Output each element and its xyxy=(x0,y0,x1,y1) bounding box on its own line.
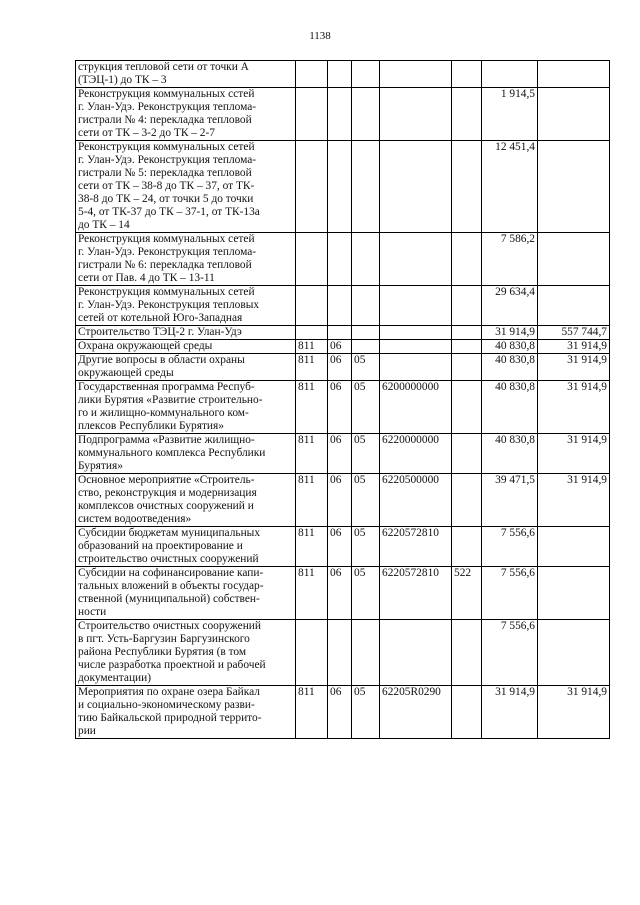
table-row xyxy=(76,141,610,233)
ministry-code-cell: 811 xyxy=(296,340,328,354)
section-cell: 06 xyxy=(328,381,352,434)
row-name-cell: Строительство ТЭЦ-2 г. Улан-Удэ xyxy=(76,326,296,340)
subsection-cell xyxy=(352,88,380,141)
section-cell: 06 xyxy=(328,527,352,567)
table-row xyxy=(76,527,610,567)
amount-year2-cell xyxy=(538,61,610,88)
table-row xyxy=(76,233,610,286)
amount-year2-cell xyxy=(538,286,610,326)
ministry-code-cell xyxy=(296,141,328,233)
section-cell xyxy=(328,286,352,326)
section-cell xyxy=(328,233,352,286)
amount-year2-cell xyxy=(538,88,610,141)
amount-year2-cell xyxy=(538,233,610,286)
section-cell xyxy=(328,326,352,340)
subsection-cell xyxy=(352,141,380,233)
subsection-cell xyxy=(352,233,380,286)
expense-type-cell xyxy=(452,381,482,434)
amount-year1-cell: 40 830,8 xyxy=(482,381,538,434)
subsection-cell: 05 xyxy=(352,434,380,474)
expense-type-cell xyxy=(452,286,482,326)
amount-year1-cell: 29 634,4 xyxy=(482,286,538,326)
ministry-code-cell xyxy=(296,326,328,340)
amount-year2-cell: 31 914,9 xyxy=(538,340,610,354)
section-cell: 06 xyxy=(328,567,352,620)
section-cell: 06 xyxy=(328,686,352,739)
expense-type-cell xyxy=(452,340,482,354)
section-cell: 06 xyxy=(328,340,352,354)
subsection-cell xyxy=(352,286,380,326)
ministry-code-cell xyxy=(296,233,328,286)
row-name-cell: Охрана окружающей среды xyxy=(76,340,296,354)
amount-year2-cell xyxy=(538,527,610,567)
target-article-cell: 62205R0290 xyxy=(380,686,452,739)
amount-year2-cell: 31 914,9 xyxy=(538,686,610,739)
expense-type-cell xyxy=(452,233,482,286)
ministry-code-cell: 811 xyxy=(296,686,328,739)
target-article-cell: 6220500000 xyxy=(380,474,452,527)
row-name-cell: Субсидии на софинансирование капи- тальных вложений в объекты государ- ственной (муниципальной) собствен- ности xyxy=(76,567,296,620)
target-article-cell xyxy=(380,286,452,326)
section-cell xyxy=(328,88,352,141)
section-cell: 06 xyxy=(328,354,352,381)
table-row xyxy=(76,326,610,340)
subsection-cell: 05 xyxy=(352,474,380,527)
row-name-cell: Мероприятия по охране озера Байкал и социально-экономическому разви- тию Байкальской природной террито- рии xyxy=(76,686,296,739)
subsection-cell: 05 xyxy=(352,527,380,567)
amount-year2-cell: 31 914,9 xyxy=(538,381,610,434)
ministry-code-cell: 811 xyxy=(296,354,328,381)
row-name-cell: Реконструкция коммунальных сетей г. Улан-Удэ. Реконструкция тепловых сетей от котельной Юго-Западная xyxy=(76,286,296,326)
amount-year1-cell: 12 451,4 xyxy=(482,141,538,233)
amount-year1-cell: 40 830,8 xyxy=(482,354,538,381)
table-row xyxy=(76,340,610,354)
expense-type-cell xyxy=(452,141,482,233)
expense-type-cell xyxy=(452,434,482,474)
expense-type-cell xyxy=(452,326,482,340)
amount-year1-cell: 31 914,9 xyxy=(482,686,538,739)
section-cell xyxy=(328,61,352,88)
target-article-cell xyxy=(380,233,452,286)
ministry-code-cell: 811 xyxy=(296,434,328,474)
row-name-cell: Реконструкция коммунальных сстей г. Улан-Удэ. Реконструкция теплома- гистрали № 4: перекладка тепловой сети от ТК – 3-2 до ТК – 2-7 xyxy=(76,88,296,141)
amount-year1-cell: 7 586,2 xyxy=(482,233,538,286)
target-article-cell xyxy=(380,61,452,88)
expense-type-cell xyxy=(452,354,482,381)
subsection-cell xyxy=(352,620,380,686)
expense-type-cell xyxy=(452,686,482,739)
amount-year2-cell xyxy=(538,141,610,233)
amount-year2-cell: 557 744,7 xyxy=(538,326,610,340)
ministry-code-cell xyxy=(296,61,328,88)
row-name-cell: струкция тепловой сети от точки А (ТЭЦ-1) до ТК – 3 xyxy=(76,61,296,88)
ministry-code-cell xyxy=(296,620,328,686)
expense-type-cell xyxy=(452,474,482,527)
subsection-cell: 05 xyxy=(352,567,380,620)
table-body xyxy=(76,61,610,739)
row-name-cell: Другие вопросы в области охраны окружающей среды xyxy=(76,354,296,381)
amount-year1-cell: 7 556,6 xyxy=(482,527,538,567)
amount-year1-cell: 31 914,9 xyxy=(482,326,538,340)
expense-type-cell: 522 xyxy=(452,567,482,620)
subsection-cell xyxy=(352,340,380,354)
amount-year1-cell: 40 830,8 xyxy=(482,340,538,354)
page-number: 1138 xyxy=(309,30,331,42)
table-row xyxy=(76,434,610,474)
expense-type-cell xyxy=(452,527,482,567)
table-row xyxy=(76,686,610,739)
amount-year1-cell: 7 556,6 xyxy=(482,567,538,620)
subsection-cell xyxy=(352,326,380,340)
amount-year2-cell: 31 914,9 xyxy=(538,354,610,381)
amount-year1-cell: 1 914,5 xyxy=(482,88,538,141)
target-article-cell: 6200000000 xyxy=(380,381,452,434)
row-name-cell: Реконструкция коммунальных сетей г. Улан-Удэ. Реконструкция теплома- гистрали № 5: перекладка тепловой сети от ТК – 38-8 до ТК – 37, от ТК- 38-8 до ТК – 24, от точки 5 до точки 5-4, от ТК-37 до ТК – 37-1, от ТК-13а до ТК – 14 xyxy=(76,141,296,233)
target-article-cell xyxy=(380,620,452,686)
amount-year1-cell xyxy=(482,61,538,88)
amount-year2-cell xyxy=(538,620,610,686)
target-article-cell xyxy=(380,88,452,141)
table-row xyxy=(76,286,610,326)
section-cell: 06 xyxy=(328,474,352,527)
amount-year1-cell: 39 471,5 xyxy=(482,474,538,527)
expense-type-cell xyxy=(452,620,482,686)
target-article-cell: 6220572810 xyxy=(380,527,452,567)
ministry-code-cell xyxy=(296,286,328,326)
amount-year2-cell: 31 914,9 xyxy=(538,434,610,474)
amount-year1-cell: 40 830,8 xyxy=(482,434,538,474)
ministry-code-cell: 811 xyxy=(296,567,328,620)
section-cell xyxy=(328,141,352,233)
row-name-cell: Строительство очистных сооружений в пгт. Усть-Баргузин Баргузинского района Республики Бурятия (в том числе разработка проектной и рабочей документации) xyxy=(76,620,296,686)
target-article-cell xyxy=(380,340,452,354)
ministry-code-cell: 811 xyxy=(296,527,328,567)
section-cell: 06 xyxy=(328,434,352,474)
table-row xyxy=(76,620,610,686)
expense-type-cell xyxy=(452,88,482,141)
budget-table xyxy=(75,60,610,739)
subsection-cell: 05 xyxy=(352,381,380,434)
row-name-cell: Подпрограмма «Развитие жилищно- коммунального комплекса Республики Бурятия» xyxy=(76,434,296,474)
amount-year2-cell xyxy=(538,567,610,620)
amount-year2-cell: 31 914,9 xyxy=(538,474,610,527)
row-name-cell: Государственная программа Респуб- лики Бурятия «Развитие строительно- го и жилищно-коммунального ком- плексов Республики Бурятия» xyxy=(76,381,296,434)
subsection-cell: 05 xyxy=(352,354,380,381)
row-name-cell: Основное мероприятие «Строитель- ство, реконструкция и модернизация комплексов очистных сооружений и систем водоотведения» xyxy=(76,474,296,527)
table-row xyxy=(76,567,610,620)
target-article-cell xyxy=(380,141,452,233)
section-cell xyxy=(328,620,352,686)
ministry-code-cell: 811 xyxy=(296,474,328,527)
expense-type-cell xyxy=(452,61,482,88)
target-article-cell: 6220572810 xyxy=(380,567,452,620)
table-row xyxy=(76,88,610,141)
amount-year1-cell: 7 556,6 xyxy=(482,620,538,686)
row-name-cell: Реконструкция коммунальных сетей г. Улан-Удэ. Реконструкция теплома- гистрали № 6: перекладка тепловой сети от Пав. 4 до ТК – 13-11 xyxy=(76,233,296,286)
ministry-code-cell xyxy=(296,88,328,141)
ministry-code-cell: 811 xyxy=(296,381,328,434)
table-row xyxy=(76,354,610,381)
table-row xyxy=(76,381,610,434)
target-article-cell xyxy=(380,326,452,340)
subsection-cell xyxy=(352,61,380,88)
row-name-cell: Субсидии бюджетам муниципальных образований на проектирование и строительство очистных сооружений xyxy=(76,527,296,567)
table-row xyxy=(76,61,610,88)
target-article-cell xyxy=(380,354,452,381)
table-row xyxy=(76,474,610,527)
target-article-cell: 6220000000 xyxy=(380,434,452,474)
subsection-cell: 05 xyxy=(352,686,380,739)
